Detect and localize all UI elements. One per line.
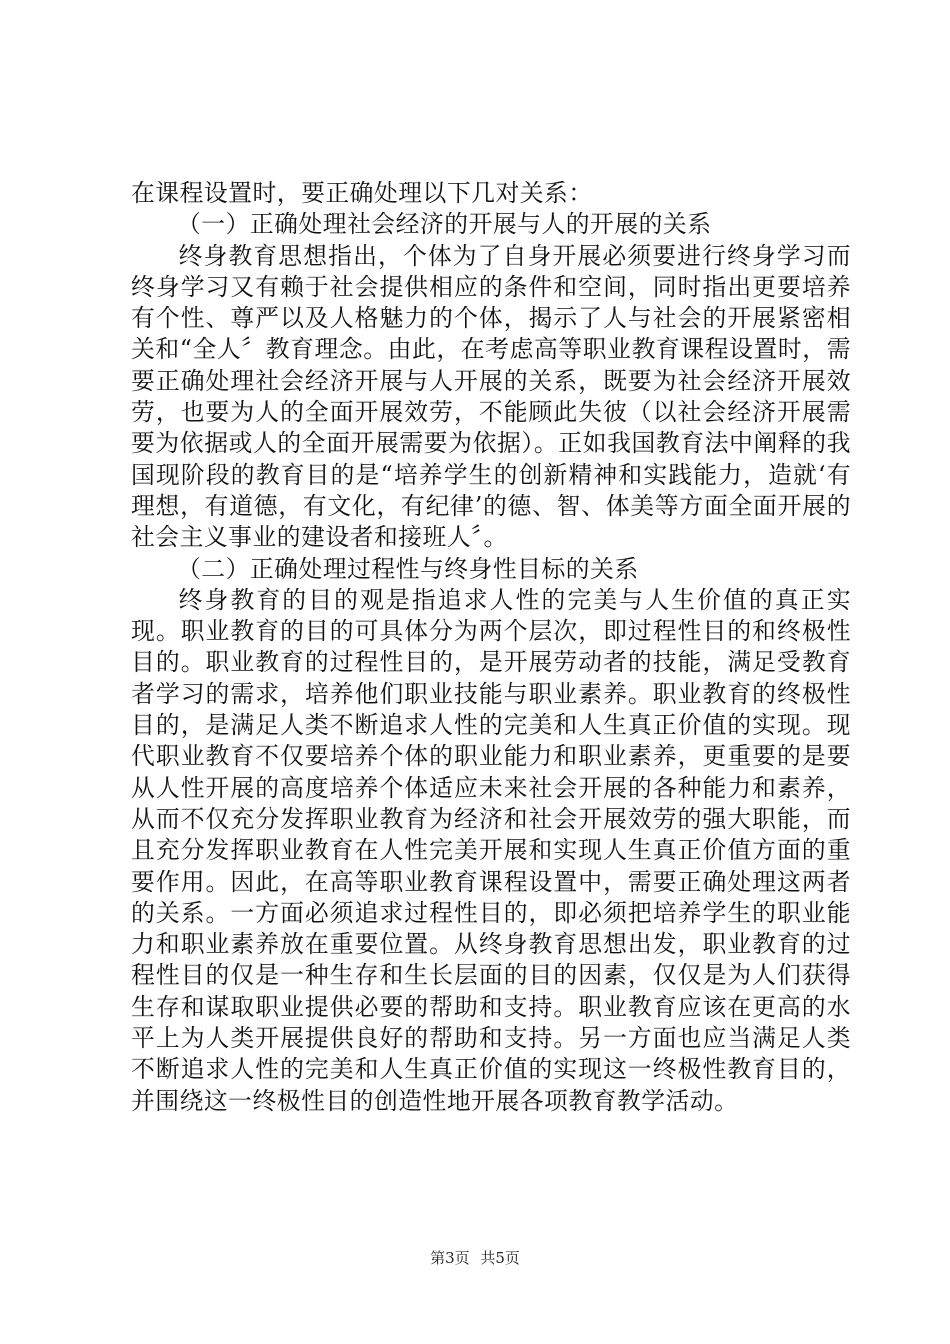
page-total: 共5页 [480,1249,520,1267]
page-footer [0,1247,950,1268]
page-number: 第3页 [430,1249,470,1267]
intro-line: 在课程设置时，要正确处理以下几对关系： [131,179,593,207]
section-heading-1: （一）正确处理社会经济的开展与人的开展的关系 [177,210,712,239]
paragraph-2: 终身教育的目的观是指追求人性的完美与人生价值的真正实现。职业教育的目的可具体分为两个层次，即过程性目的和终极性目的。职业教育的过程性目的，是开展劳动者的技能，满足受教育者学习的需求，培养他们职业技能与职业素养。职业教育的终极性目的，是满足人类不断追求人性的完美和人生真正价值的实现。现代职业教育不仅要培养个体的职业能力和职业素养，更重要的是要从人性开展的高度培养个体适应未来社会开展的各种能力和素养，从而不仅充分发挥职业教育为经济和社会开展效劳的强大职能，而且充分发挥职业教育在人性完美开展和实现人生真正价值方面的重要作用。因此，在高等职业教育课程设置中，需要正确处理这两者的关系。一方面必须追求过程性目的，即必须把培养学生的职业能力和职业素养放在重要位置。从终身教育思想出发，职业教育的过程性目的仅是一种生存和生长层面的目的因素，仅仅是为人们获得生存和谋取职业提供必要的帮助和支持。职业教育应该在更高的水平上为人类开展提供良好的帮助和支持。另一方面也应当满足人类不断追求人性的完美和人生真正价值的实现这一终极性教育目的，并围绕这一终极性目的创造性地开展各项教育教学活动。 [131,585,851,1115]
section-heading-2: （二）正确处理过程性与终身性目标的关系 [177,554,639,583]
paragraph-1: 终身教育思想指出，个体为了自身开展必须要进行终身学习而终身学习又有赖于社会提供相应的条件和空间，同时指出更要培养有个性、尊严以及人格魅力的个体，揭示了人与社会的开展紧密相关和“全人〞教育理念。由此，在考虑高等职业教育课程设置时，需要正确处理社会经济开展与人开展的关系，既要为社会经济开展效劳，也要为人的全面开展效劳，不能顾此失彼（以社会经济开展需要为依据或人的全面开展需要为依据）。正如我国教育法中阐释的我国现阶段的教育目的是“培养学生的创新精神和实践能力，造就‘有理想，有道德，有文化，有纪律’的德、智、体美等方面全面开展的社会主义事业的建设者和接班人〞。 [131,241,851,552]
document-body [131,178,851,1117]
